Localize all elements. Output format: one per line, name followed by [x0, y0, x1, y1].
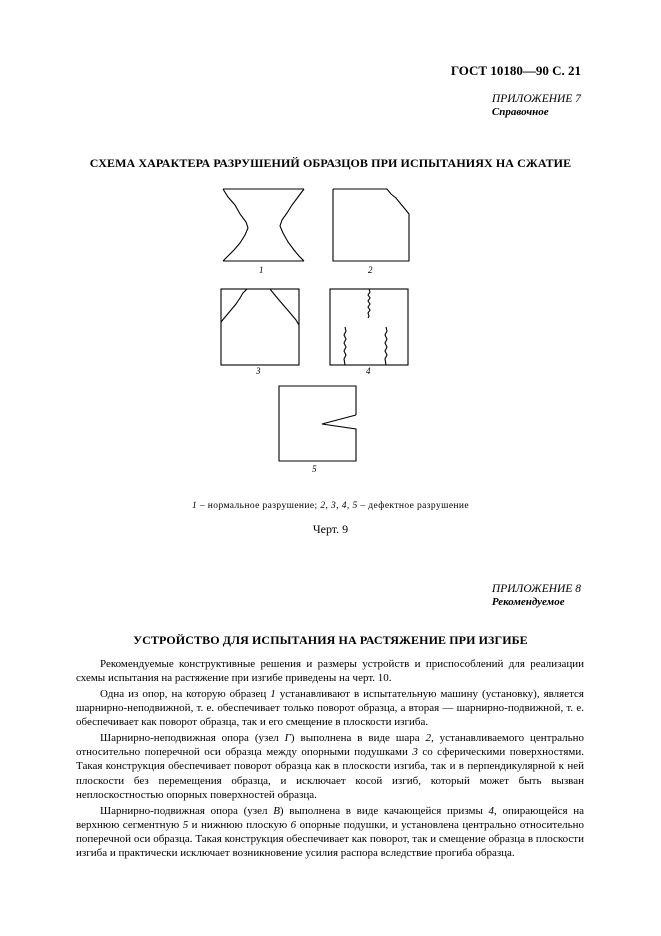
- label-1: 1: [259, 265, 264, 275]
- appendix-8-block: [492, 583, 581, 609]
- caption-normal-num: 1: [191, 501, 198, 511]
- chart-label: Черт. 9: [312, 522, 349, 536]
- specimen-4-vertical-cracks: [330, 289, 408, 365]
- section-body: [76, 657, 584, 862]
- paragraph-3: Шарнирно-неподвижная опора (узел Г) выполнена в виде шара 2, устанавливаемого центрально относительно поперечной оси образца между опорными подушками 3 со сферическими поверхностями. Такая конструкция обеспечивает поворот образца как в плоскости изгиба, так и в перпендикулярной к ней плоскости без перемещения образца, и исключает косой изгиб, который может быть вызван неплоскостностью опорных поверхностей образца.: [76, 732, 584, 801]
- paragraph-2: Одна из опор, на которую образец 1 устанавливают в испытательную машину (установку), является шарнирно-неподвижной, т. е. обеспечивает только поворот образца, а вторая — шарнирно-подвижной, т. е. обеспечивает как поворот образца, так и его смещение в плоскости изгиба.: [76, 687, 584, 729]
- appendix-8-type: Рекомендуемое: [491, 596, 565, 608]
- specimen-5-side-notch: [279, 386, 356, 461]
- specimen-1-hourglass: [223, 189, 304, 261]
- appendix-7-label: ПРИЛОЖЕНИЕ 7: [491, 93, 581, 105]
- appendix-8-label: ПРИЛОЖЕНИЕ 8: [491, 583, 581, 595]
- figure-title: СХЕМА ХАРАКТЕРА РАЗРУШЕНИЙ ОБРАЗЦОВ ПРИ ИСПЫТАНИЯХ НА СЖАТИЕ: [89, 156, 572, 170]
- label-4: 4: [366, 366, 371, 376]
- label-2: 2: [368, 265, 373, 275]
- section-title: УСТРОЙСТВО ДЛЯ ИСПЫТАНИЯ НА РАСТЯЖЕНИЕ ПРИ ИЗГИБЕ: [133, 633, 528, 647]
- paragraph-1: Рекомендуемые конструктивные решения и размеры устройств и приспособлений для реализации схемы испытания на растяжение при изгибе приведены на черт. 10.: [76, 658, 584, 685]
- specimen-3-corner-cones: [221, 289, 299, 365]
- page-header: ГОСТ 10180—90 С. 21: [450, 63, 581, 78]
- paragraph-4: Шарнирно-подвижная опора (узел В) выполнена в виде качающейся призмы 4, опирающейся на верхнюю сегментную 5 и нижнюю плоскую 6 опорные подушки, и установлена центрально относительно поперечной оси образца. Такая конструкция обеспечивает как поворот, так и смещение образца в плоскости изгиба и практически исключает возникновение усилия распора вследствие прогиба образца.: [76, 804, 584, 860]
- caption-defect-nums: 2, 3, 4, 5: [320, 501, 358, 511]
- caption-defect-text: – дефектное разрушение: [357, 501, 470, 511]
- figure-caption: [0, 501, 661, 511]
- label-3: 3: [256, 366, 261, 376]
- specimen-2-cut-corner: [333, 189, 409, 261]
- caption-normal-text: – нормальное разрушение;: [197, 501, 321, 511]
- label-5: 5: [312, 464, 317, 474]
- appendix-7-type: Справочное: [491, 106, 549, 118]
